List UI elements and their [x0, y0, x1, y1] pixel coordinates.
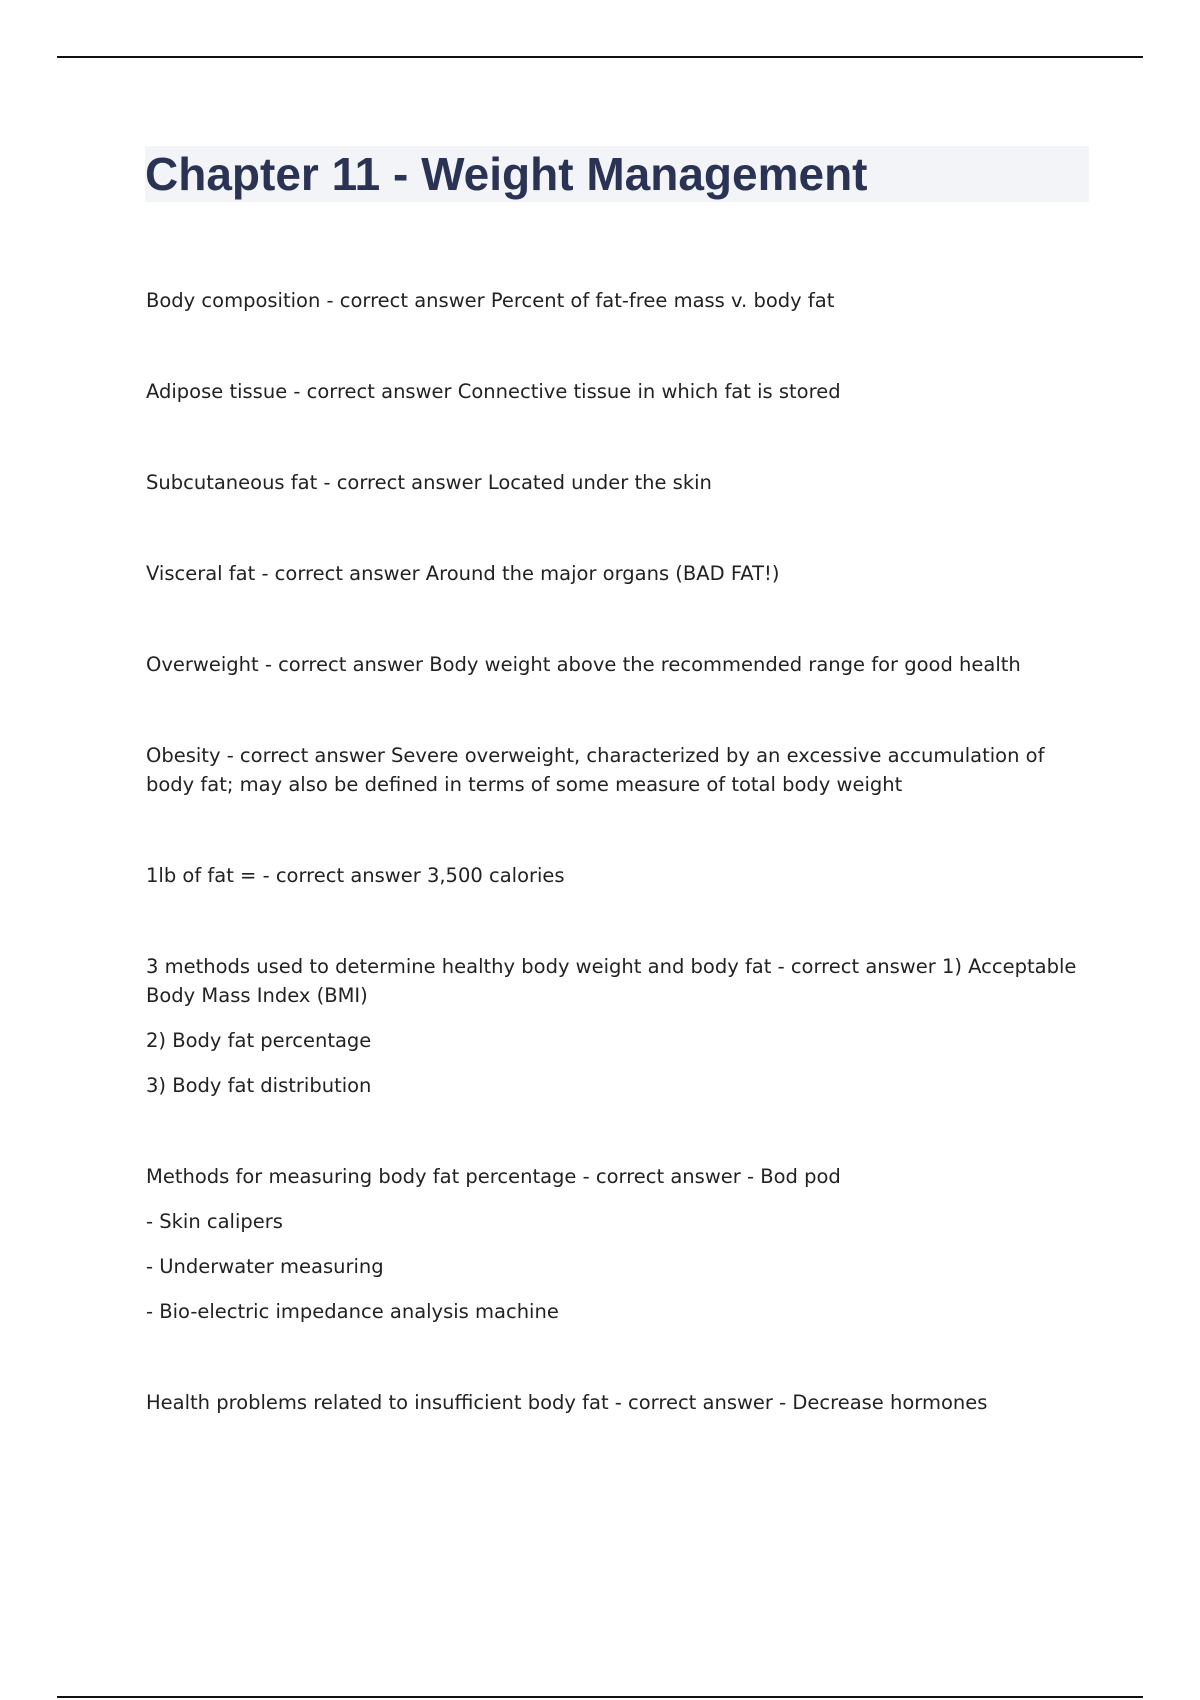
flashcard-separator: - correct answer: [258, 653, 430, 676]
flashcard-answer-line: - Skin calipers: [146, 1210, 283, 1233]
flashcard-term: 3 methods used to determine healthy body weight and body fat: [146, 955, 772, 978]
flashcard-text: [146, 559, 1096, 588]
flashcard: [146, 286, 1096, 315]
bottom-rule: [57, 1696, 1143, 1698]
flashcard-answer-line: - Underwater measuring: [146, 1255, 384, 1278]
flashcard-term: 1lb of fat =: [146, 864, 257, 887]
top-rule: [57, 56, 1143, 58]
flashcard-text: [146, 861, 1096, 890]
flashcard: [146, 468, 1096, 497]
page-title: Chapter 11 - Weight Management: [145, 148, 868, 200]
flashcard-term: Visceral fat: [146, 562, 256, 585]
flashcard: [146, 1162, 1096, 1326]
flashcard-answer: 1) Acceptable Body Mass Index (BMI): [146, 955, 1077, 1007]
flashcard-text: [146, 952, 1096, 1010]
flashcard-separator: - correct answer: [576, 1165, 747, 1188]
flashcard-term: Methods for measuring body fat percentage: [146, 1165, 577, 1188]
flashcard-separator: - correct answer: [608, 1391, 780, 1414]
flashcard-answer-line: - Bio-electric impedance analysis machine: [146, 1300, 559, 1323]
flashcard-text: [146, 377, 1096, 406]
flashcard-term: Health problems related to insufficient body fat: [146, 1391, 609, 1414]
flashcard-text: [146, 286, 1096, 315]
flashcard-answer: Connective tissue in which fat is stored: [457, 380, 841, 403]
flashcard-term: Overweight: [146, 653, 259, 676]
flashcard: [146, 377, 1096, 406]
flashcard-answer: Body weight above the recommended range for good health: [429, 653, 1021, 676]
flashcard-answer-line: 2) Body fat percentage: [146, 1029, 372, 1052]
flashcard-text: [146, 1388, 1096, 1417]
flashcard-answer: Around the major organs (BAD FAT!): [425, 562, 780, 585]
flashcard-separator: - correct answer: [771, 955, 942, 978]
flashcard: [146, 952, 1096, 1100]
flashcard-text: [146, 741, 1096, 799]
flashcard-answer: - Bod pod: [746, 1165, 841, 1188]
flashcard-answer: Severe overweight, characterized by an excessive accumulation of body fat; may also be defined in terms of some measure of total body weight: [146, 744, 1045, 796]
flashcard: [146, 650, 1096, 679]
flashcard-separator: - correct answer: [287, 380, 458, 403]
flashcard-term: Body composition: [146, 289, 321, 312]
flashcard-text: [146, 650, 1096, 679]
flashcard-term: Adipose tissue: [146, 380, 288, 403]
flashcard-separator: - correct answer: [317, 471, 488, 494]
flashcard-separator: - correct answer: [255, 562, 426, 585]
flashcard-answer: Percent of fat-free mass v. body fat: [490, 289, 835, 312]
flashcard-term: Subcutaneous fat: [146, 471, 318, 494]
flashcard-answer: Located under the skin: [487, 471, 712, 494]
flashcard: [146, 559, 1096, 588]
flashcard-separator: - correct answer: [256, 864, 427, 887]
flashcard-answer-line: 3) Body fat distribution: [146, 1074, 372, 1097]
flashcard-list: [146, 286, 1096, 1479]
flashcard-separator: - correct answer: [220, 744, 392, 767]
flashcard-text: [146, 468, 1096, 497]
flashcard-separator: - correct answer: [320, 289, 491, 312]
flashcard-answer: - Decrease hormones: [779, 1391, 988, 1414]
title-banner: [145, 146, 1089, 202]
flashcard-term: Obesity: [146, 744, 221, 767]
flashcard-answer: 3,500 calories: [426, 864, 565, 887]
flashcard: [146, 741, 1096, 799]
flashcard: [146, 861, 1096, 890]
flashcard-text: [146, 1162, 1096, 1191]
flashcard: [146, 1388, 1096, 1417]
